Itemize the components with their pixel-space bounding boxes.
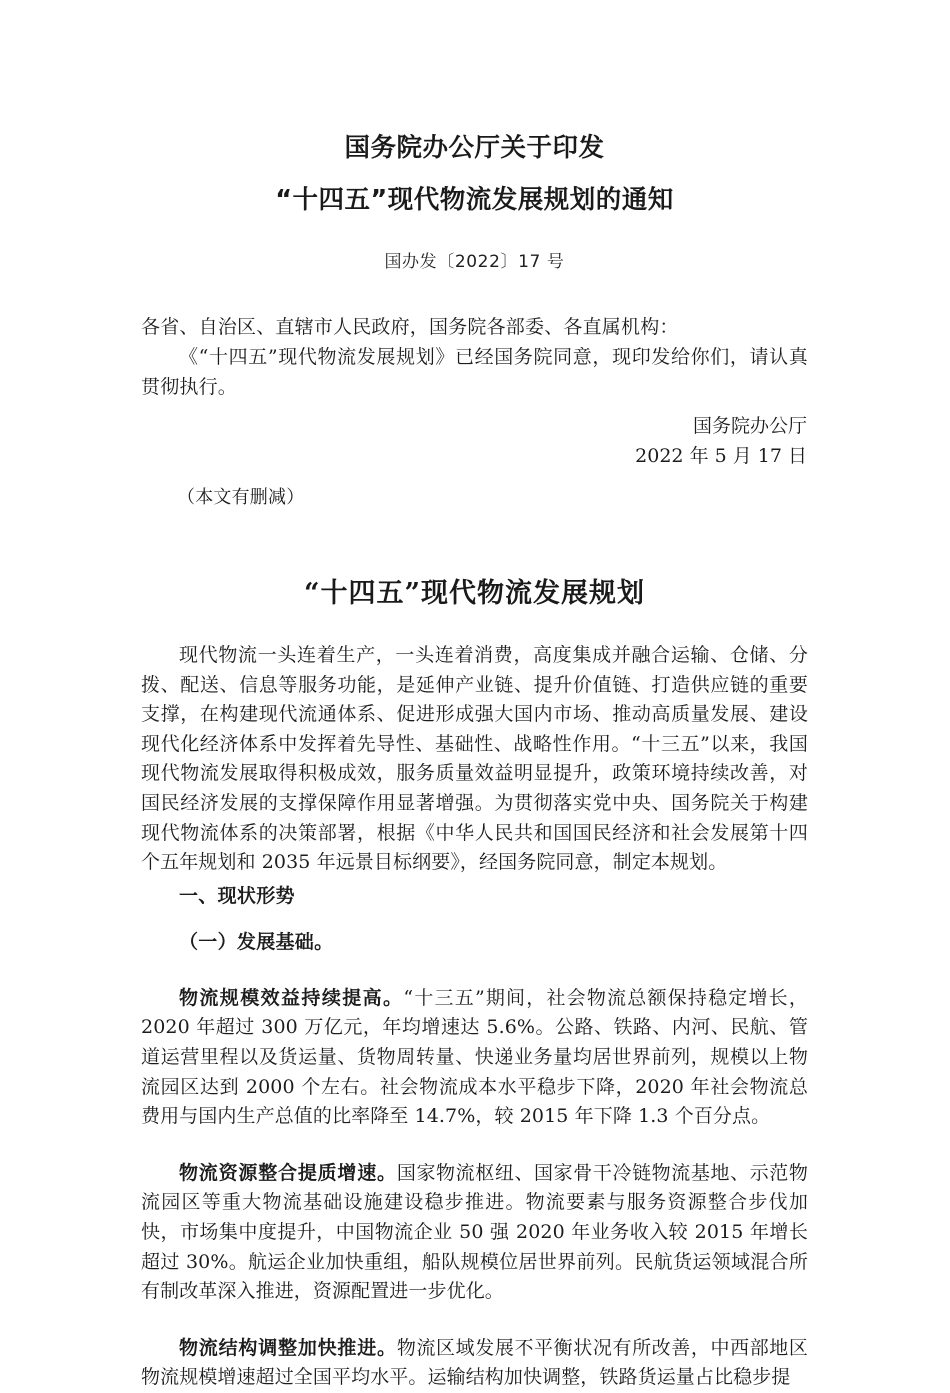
subsection-heading-1: （一）发展基础。	[179, 930, 334, 953]
plan-title: “十四五”现代物流发展规划	[303, 578, 646, 609]
letter-date: 2022 年 5 月 17 日	[635, 445, 807, 467]
plan-paragraph	[141, 1159, 808, 1307]
paragraph-text: “十三五”期间，社会物流总额保持稳定增长，2020 年超过 300 万亿元，年均增速达 5.6%。公路、铁路、内河、民航、管道运营里程以及货运量、货物周转量、快递业务量均居世界前列，规模以上物流园区达到 2000 个左右。社会物流成本水平稳步下降，2020 年社会物流总费用与国内生产总值的比率降至 14.7%，较 2015 年下降 1.3 个百分点。	[141, 986, 808, 1128]
plan-paragraph	[141, 1334, 808, 1393]
letter-signer: 国务院办公厅	[692, 415, 807, 437]
deletion-note: （本文有删减）	[177, 487, 305, 508]
paragraph-text: 物流区域发展不平衡状况有所改善，中西部地区物流规模增速超过全国平均水平。运输结构加快调整，铁路货运量占比稳步提	[141, 1336, 808, 1389]
paragraph-lead-in: 物流资源整合提质增速。	[179, 1161, 397, 1184]
letter-body-paragraph: 《“十四五”现代物流发展规划》已经国务院同意，现印发给你们，请认真贯彻执行。	[141, 346, 808, 398]
paragraph-lead-in: 物流规模效益持续提高。	[179, 986, 404, 1009]
plan-paragraph	[141, 984, 808, 1132]
document-title-line-2: “十四五”现代物流发展规划的通知	[275, 185, 674, 215]
document-number: 国办发〔2022〕17 号	[384, 252, 565, 272]
plan-intro-paragraph: 现代物流一头连着生产，一头连着消费，高度集成并融合运输、仓储、分拨、配送、信息等服务功能，是延伸产业链、提升价值链、打造供应链的重要支撑，在构建现代流通体系、促进形成强大国内市场、推动高质量发展、建设现代化经济体系中发挥着先导性、基础性、战略性作用。“十三五”以来，我国现代物流发展取得积极成效，服务质量效益明显提升，政策环境持续改善，对国民经济发展的支撑保障作用显著增强。为贯彻落实党中央、国务院关于构建现代物流体系的决策部署，根据《中华人民共和国国民经济和社会发展第十四个五年规划和 2035 年远景目标纲要》，经国务院同意，制定本规划。	[141, 644, 808, 874]
letter-salutation: 各省、自治区、直辖市人民政府，国务院各部委、各直属机构：	[141, 316, 679, 338]
document-title-line-1: 国务院办公厅关于印发	[344, 133, 605, 163]
paragraph-lead-in: 物流结构调整加快推进。	[179, 1336, 397, 1359]
document-content	[141, 0, 808, 1393]
section-heading-1: 一、现状形势	[179, 884, 295, 907]
paragraph-text: 国家物流枢纽、国家骨干冷链物流基地、示范物流园区等重大物流基础设施建设稳步推进。物流要素与服务资源整合步伐加快，市场集中度提升，中国物流企业 50 强 2020 年业务收入较 2015 年增长超过 30%。航运企业加快重组，船队规模位居世界前列。民航货运领域混合所有制改革深入推进，资源配置进一步优化。	[141, 1161, 808, 1303]
